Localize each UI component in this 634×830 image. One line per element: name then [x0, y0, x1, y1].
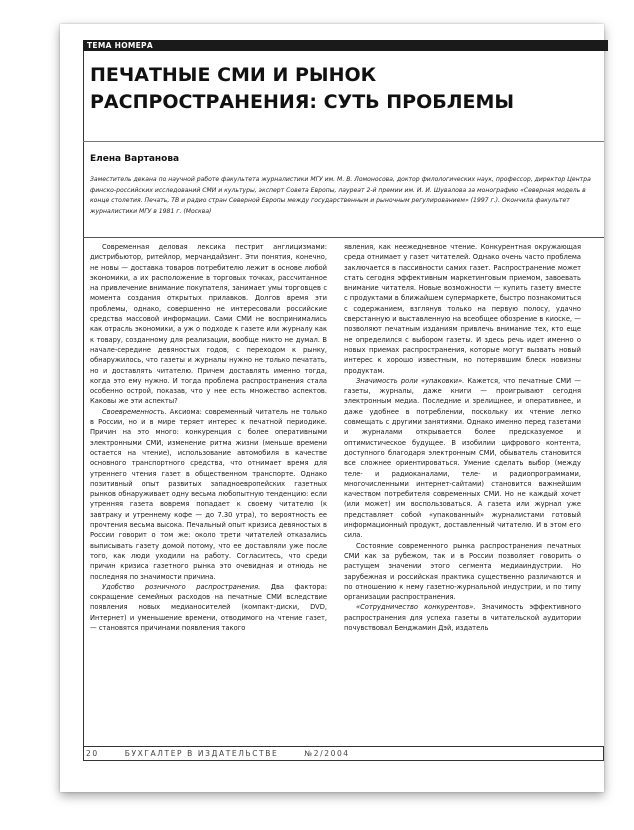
paragraph-text: Значимость эффективного распространения для успеха газеты в читательской аудитории почувствовал Бенджамин Дэй, издатель	[344, 603, 581, 632]
issue-number: №2/2004	[304, 749, 350, 758]
paragraph: Состояние современного рынка распространения печатных СМИ как за рубежом, так и в России позволяет говорить о растущем значении этого сегмента медиаиндустрии. Но зарубежная и российская практика существенно различаются и по отношению к нему газетно-журнальной индустрии, и по типу организации распространения.	[344, 541, 581, 602]
page-footer	[86, 748, 372, 760]
bio-divider	[83, 237, 604, 238]
paragraph: явления, как неежедневное чтение. Конкурентная окружающая среда отнимает у газет читателей. Однако очень часто проблема заключается в пассивности самих газет. Распространение может стать сегодня эффективным маркетинговым приемом, завоевать внимание читателя. Новые возможности — купить газету вместе с продуктами в ближайшем супермаркете, быстро познакомиться с содержанием, взглянув только на первую полосу, удачно сверстанную и выставленную на всеобщее обозрение в киоске, — позволяют печатным изданиям привлечь внимание тех, кто еще не определился с выбором газеты. И здесь речь идет именно о новых приемах распространения, которые могут вызвать новый интерес к хорошо известным, но потерявшим блеск новизны продуктам.	[344, 243, 581, 375]
footer-frame-line	[83, 760, 604, 761]
paragraph-text: Аксиома: современный читатель не только в России, но и в мире теряет интерес к печатной периодике. Причин на это много: конкуренция с более оперативными электронными СМИ, изменение ритма жизни (меньше времени остается на чтение), использование автомобиля в качестве основного транспортного средства, что отнимает время для утреннего чтения газет в общественном транспорте. Однако позитивный опыт развитых западноевропейских газетных рынков обнаруживает одну весьма любопытную тенденцию: если утренняя газета вовремя попадает к своему читателю (к завтраку и утреннему кофе — до 7.30 утра), то вероятность ее прочтения весьма высока. Печальный опыт кризиса девяностых в России говорит о том же: около трети читателей отказались выписывать газету домой потому, что ее доставляли уже после того, как люди уходили на работу. Согласитесь, что среди причин кризиса газетного рынка это очевидная и отнюдь не последняя по значимости причина.	[90, 407, 327, 581]
footer-divider	[83, 746, 604, 747]
paragraph	[344, 602, 581, 633]
paragraph-lead: Значимость роли «упаковки».	[356, 376, 465, 385]
section-label: ТЕМА НОМЕРА	[83, 40, 608, 51]
paragraph-text: Два фактора: сокращение семейных расходов на печатные СМИ вследствие появления новых медианосителей (компакт-диски, DVD, Интернет) и уменьшение времени, отводимого на чтение газет, — становятся причинами появления такого	[90, 582, 327, 632]
article-column-left	[90, 242, 327, 738]
paragraph-lead: Удобство розничного распространения.	[102, 582, 261, 591]
author-bio: Заместитель декана по научной работе факультета журналистики МГУ им. М. В. Ломоносова, доктор филологических наук, профессор, директор Центра финско-российских исследований СМИ и культуры, эксперт Совета Европы, лауреат 2-й премии им. И. И. Шувалова за монографию «Северная модель в конце столетия. Печать, ТВ и радио стран Северной Европы между государственным и рыночным регулированием» (1997 г.). Окончила факультет журналистики МГУ в 1981 г. (Москва)	[90, 176, 591, 215]
paragraph	[90, 407, 327, 582]
paragraph-text: Кажется, что печатные СМИ — газеты, журналы, даже книги — проигрывают сегодня электронным медиа. Последние и зрелищнее, и оперативнее, и даже удобнее в потреблении, поскольку их чтение легко совмещать с другими занятиями. Однако именно перед газетами и журналами открывается более предсказуемое и оптимистическое будущее. В изобилии цифрового контента, доступного благодаря электронным СМИ, обыватель становится все сложнее ориентироваться. Умение сделать выбор (между теле- и радиоканалами, теле- и радиопрограммами, многочисленными интернет-сайтами) становится важнейшим качеством потребителя современных СМИ. Но не каждый хочет (или может) им воспользоваться. А газета или журнал уже представляет собой «упакованный» журналистами готовый информационный продукт, доставленный читателю. И в этом его сила.	[344, 376, 581, 540]
page-number: 20	[86, 749, 99, 758]
footer-frame-line	[603, 746, 604, 760]
paragraph	[344, 376, 581, 541]
title-divider	[83, 141, 604, 142]
magazine-page	[60, 24, 604, 792]
paragraph	[90, 582, 327, 633]
magazine-name: БУХГАЛТЕР В ИЗДАТЕЛЬСТВЕ	[124, 749, 279, 758]
page-frame-line	[83, 40, 84, 760]
paragraph-lead: «Сотрудничество конкурентов».	[356, 603, 476, 612]
paragraph: Современная деловая лексика пестрит англицизмами: дистрибьютор, ритейлор, мерчандайзинг. Эти понятия, конечно, не новы — доставка товаров потребителю лежит в основе любой экономики, а их расположение в торговых точках, рассчитанное на привлечение внимание покупателя, занимает умы торговцев с момента создания открытых прилавков. Долгов время эти проблемы, однако, совершенно не интересовали российские средства массовой информации. Сами СМИ не воспринимались как отрасль экономики, а уж о подходе к газете или журналу как к товару, созданному для реализации, вообще никто не думал. В начале-середине девяностых годов, с переходом к рынку, обнаружилось, что газеты и журналы нужно не только печатать, но и доставлять читателю. Причем доставлять именно тогда, когда это ему нужно. И тогда проблема распространения стала особенно острой, показав, что у нее есть множество аспектов. Каковы же эти аспекты?	[90, 243, 327, 406]
article-column-right	[344, 242, 581, 738]
article-title: ПЕЧАТНЫЕ СМИ И РЫНОК РАСПРОСТРАНЕНИЯ: СУТЬ ПРОБЛЕМЫ	[90, 64, 515, 113]
author-name: Елена Вартанова	[90, 154, 180, 164]
paragraph-lead: Своевременность.	[102, 407, 167, 416]
